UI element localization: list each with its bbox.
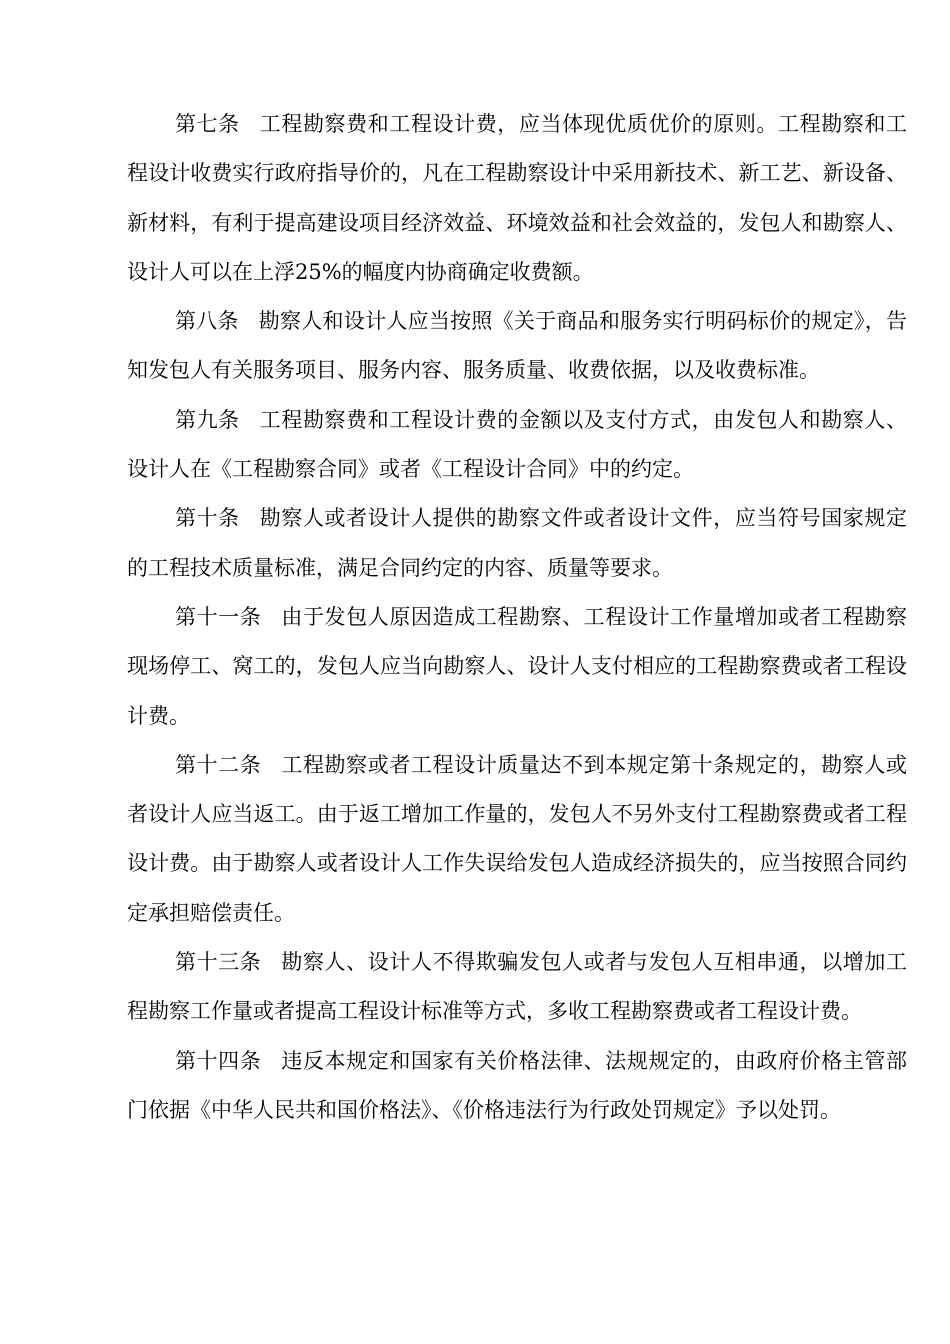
article-title: 第七条 <box>175 112 240 136</box>
article-title: 第八条 <box>175 309 239 334</box>
article-text: 违反本规定和国家有关价格法律、法规规定的，由政府价格主管部门依据《中华人民共和国价格法》、《价格违法行为行政处罚规定》予以处罚。 <box>127 1048 907 1122</box>
article-text: 勘察人和设计人应当按照《关于商品和服务实行明码标价的规定》，告知发包人有关服务项目、服务内容、服务质量、收费依据，以及收费标准。 <box>127 309 908 383</box>
article-text: 由于发包人原因造成工程勘察、工程设计工作量增加或者工程勘察现场停工、窝工的，发包人应当向勘察人、设计人支付相应的工程勘察费或者工程设计费。 <box>127 604 907 728</box>
article-text: 工程勘察费和工程设计费，应当体现优质优价的原则。工程勘察和工程设计收费实行政府指导价的，凡在工程勘察设计中采用新技术、新工艺、新设备、新材料，有利于提高建设项目经济效益、环境效益和社会效益的，发包人和勘察人、设计人可以在上浮25%的幅度内协商确定收费额。 <box>127 112 907 284</box>
article-7 <box>127 100 907 297</box>
article-title: 第九条 <box>175 407 240 432</box>
article-title: 第十一条 <box>175 604 262 629</box>
document-body <box>127 100 907 1135</box>
article-title: 第十三条 <box>175 950 262 975</box>
article-title: 第十二条 <box>175 752 262 777</box>
article-title: 第十条 <box>175 506 240 531</box>
article-text: 工程勘察费和工程设计费的金额以及支付方式，由发包人和勘察人、设计人在《工程勘察合同》或者《工程设计合同》中的约定。 <box>127 407 907 482</box>
article-12 <box>127 741 907 938</box>
article-11 <box>127 593 907 741</box>
article-text: 勘察人、设计人不得欺骗发包人或者与发包人互相串通，以增加工程勘察工作量或者提高工程设计标准等方式，多收工程勘察费或者工程设计费。 <box>127 950 907 1024</box>
article-text: 工程勘察或者工程设计质量达不到本规定第十条规定的，勘察人或者设计人应当返工。由于返工增加工作量的，发包人不另外支付工程勘察费或者工程设计费。由于勘察人或者设计人工作失误给发包人造成经济损失的，应当按照合同约定承担赔偿责任。 <box>127 752 907 925</box>
article-title: 第十四条 <box>175 1048 262 1073</box>
article-8 <box>127 297 907 396</box>
article-14 <box>127 1037 907 1136</box>
article-9 <box>127 396 907 495</box>
article-text: 勘察人或者设计人提供的勘察文件或者设计文件，应当符号国家规定的工程技术质量标准，满足合同约定的内容、质量等要求。 <box>127 506 907 580</box>
article-13 <box>127 938 907 1037</box>
article-10 <box>127 494 907 593</box>
